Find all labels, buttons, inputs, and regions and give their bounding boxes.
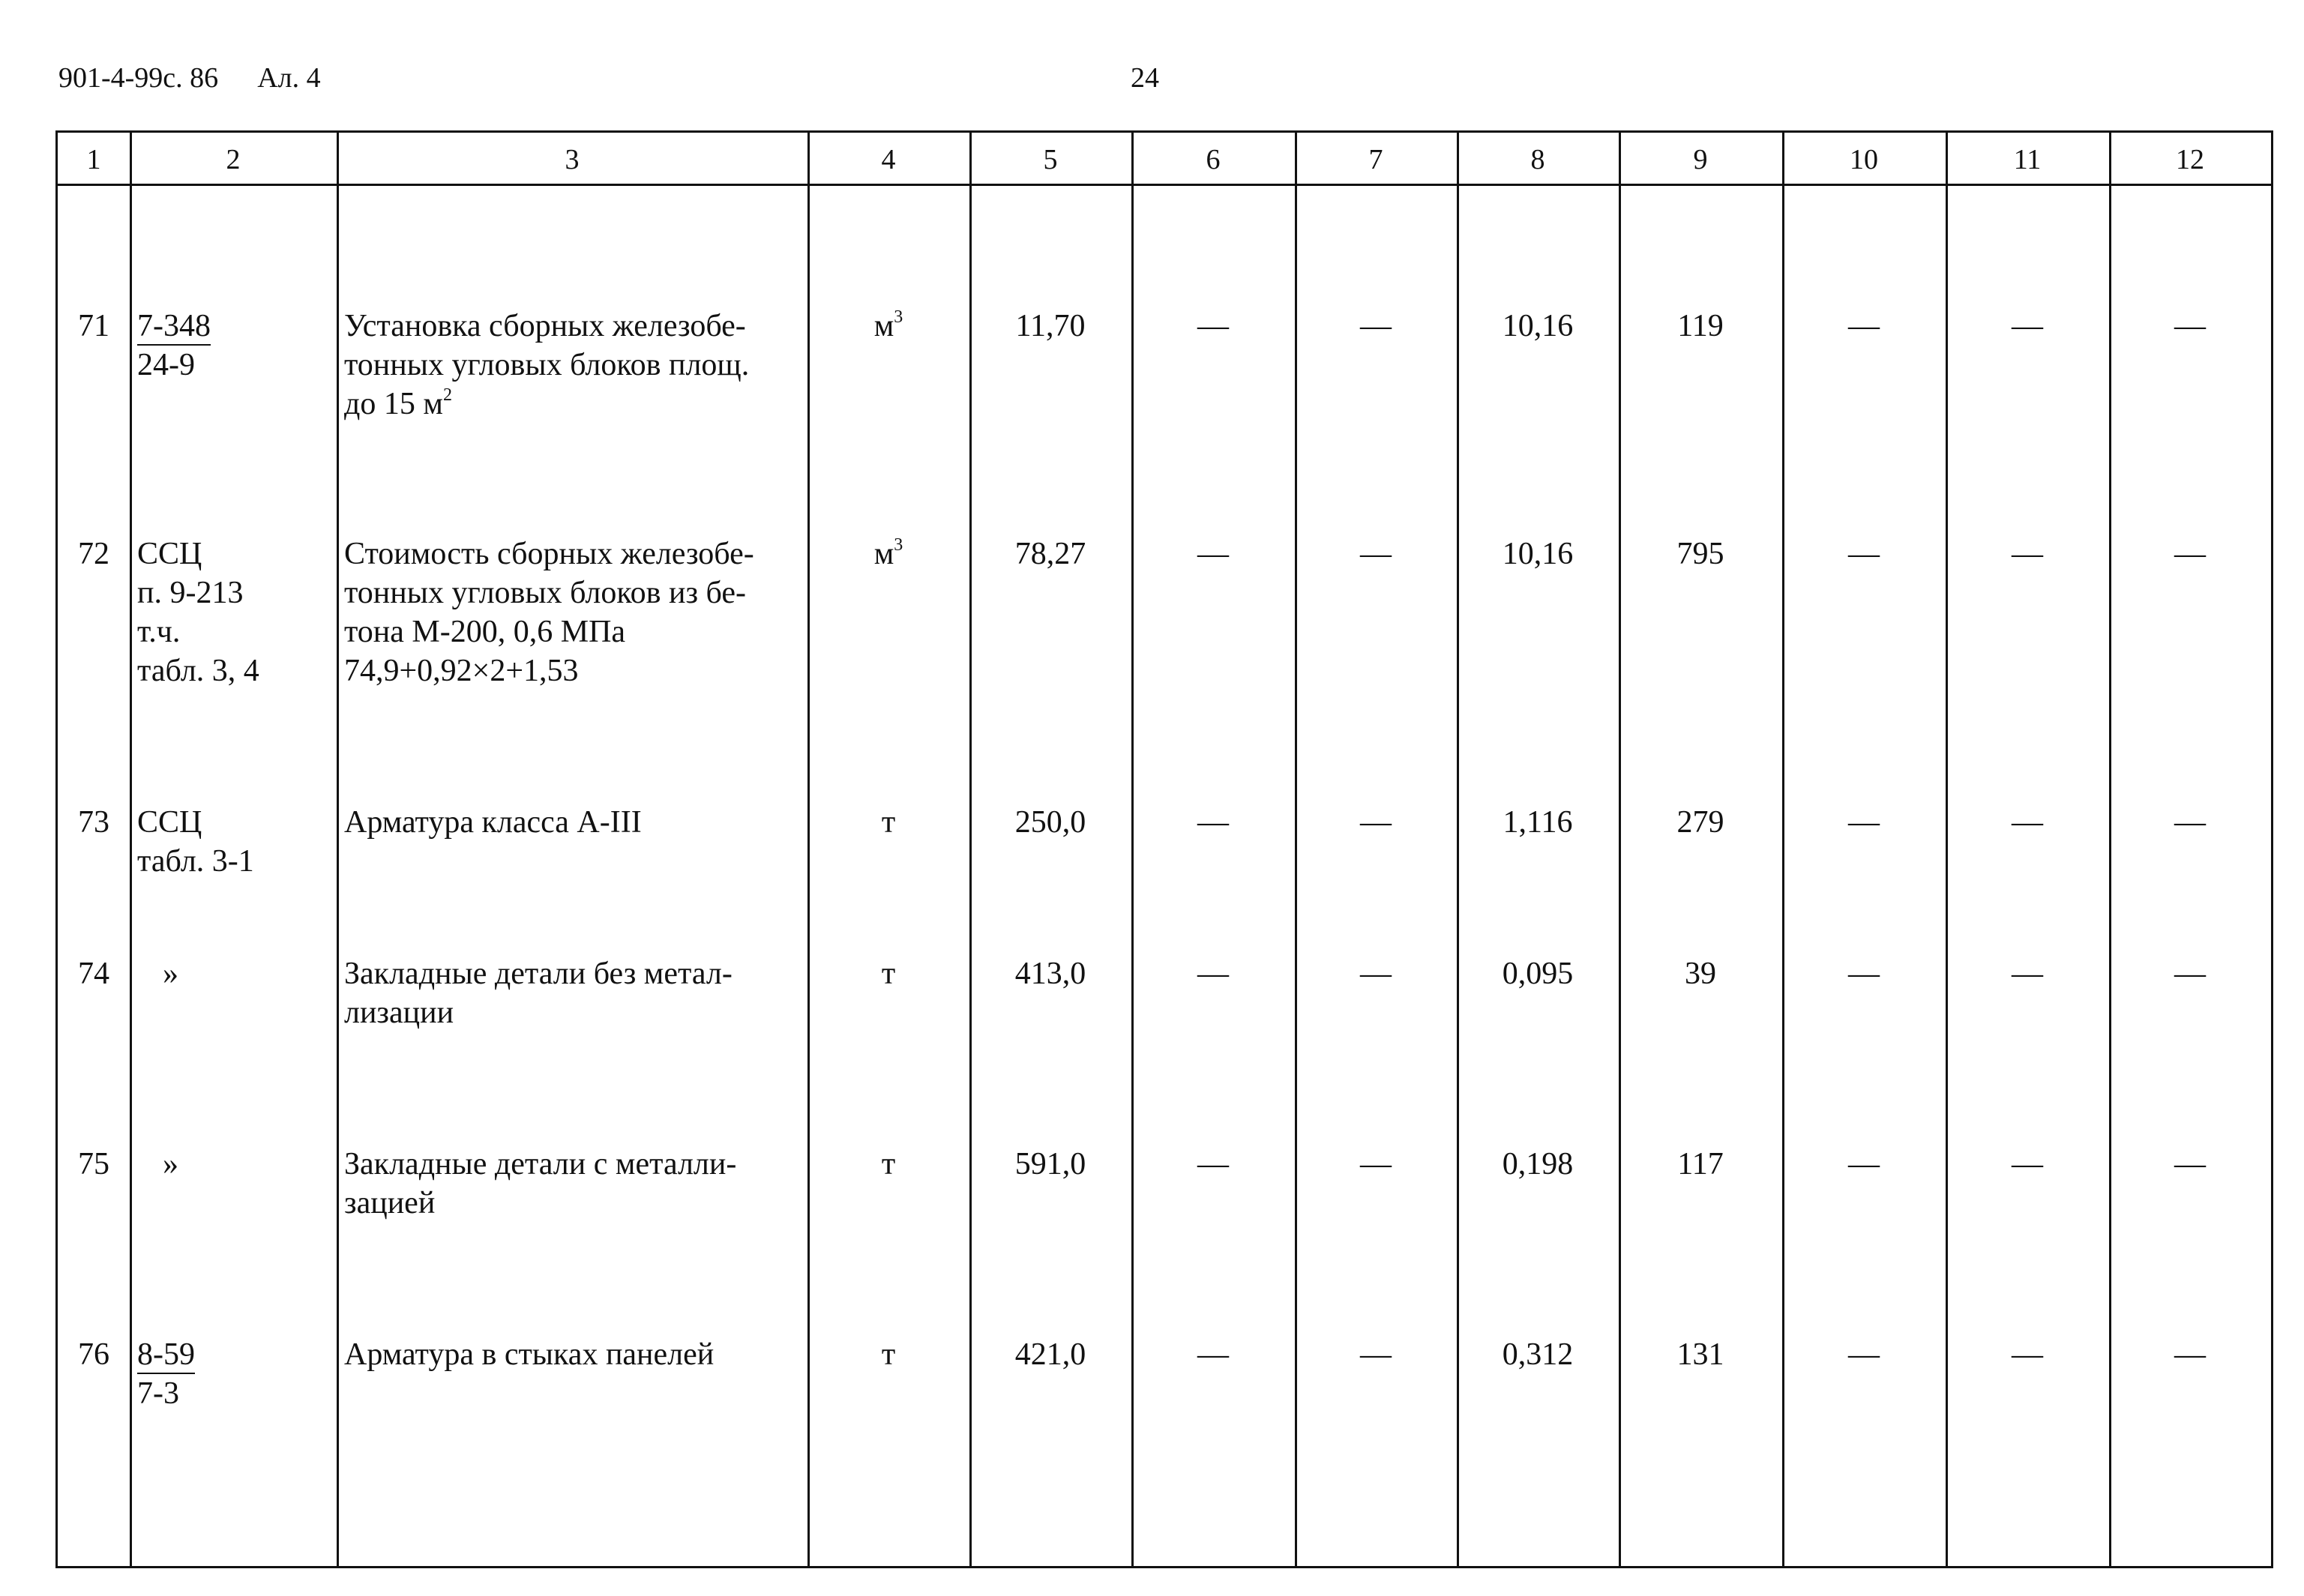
row-number: 76 xyxy=(78,1337,109,1372)
rate-reference-line: ССЦ xyxy=(137,537,202,571)
cell-col8: 0,095 xyxy=(1502,957,1574,991)
row-number: 74 xyxy=(78,957,109,991)
cell-col11: — xyxy=(2012,805,2043,840)
unit-of-measure: $м^3$ xyxy=(873,307,903,343)
cell-col8: 1,116 xyxy=(1503,805,1573,840)
column-number-row xyxy=(58,133,2271,186)
document-code-header xyxy=(58,61,321,94)
column-header-8: 8 xyxy=(1530,144,1545,175)
cell-col10: — xyxy=(1848,309,1880,343)
description-line: лизации xyxy=(344,996,454,1030)
description-line: 74,9+0,92×2+1,53 xyxy=(344,654,579,688)
rate-reference xyxy=(137,1335,195,1413)
cell-col9: 117 xyxy=(1677,1147,1724,1181)
cell-col7: — xyxy=(1360,1337,1392,1372)
column-header-7: 7 xyxy=(1368,144,1383,175)
unit-of-measure: т xyxy=(881,1337,896,1372)
ditto-mark: » xyxy=(163,957,178,991)
cell-col5: 78,27 xyxy=(1014,537,1086,571)
cell-col10: — xyxy=(1848,957,1880,991)
cell-col5: 11,70 xyxy=(1015,309,1086,343)
column-header-10: 10 xyxy=(1850,144,1878,175)
unit-of-measure: т xyxy=(881,957,896,991)
cell-col7: — xyxy=(1360,537,1392,571)
work-description xyxy=(344,803,642,842)
cell-col9: 279 xyxy=(1676,805,1724,840)
description-line: Установка сборных железобе- xyxy=(344,309,746,343)
column-header-3: 3 xyxy=(565,144,580,175)
column-header-5: 5 xyxy=(1043,144,1058,175)
cell-col11: — xyxy=(2012,1337,2043,1372)
cell-col5: 250,0 xyxy=(1014,805,1086,840)
cell-col12: — xyxy=(2174,957,2206,991)
cell-col8: 10,16 xyxy=(1502,309,1574,343)
rate-reference-line: табл. 3, 4 xyxy=(137,654,259,688)
cell-col9: 119 xyxy=(1677,309,1724,343)
cell-col12: — xyxy=(2174,1147,2206,1181)
cell-col5: 421,0 xyxy=(1014,1337,1086,1372)
column-divider xyxy=(337,133,339,1566)
rate-reference xyxy=(137,307,211,385)
column-header-12: 12 xyxy=(2176,144,2204,175)
cell-col10: — xyxy=(1848,1337,1880,1372)
cell-col11: — xyxy=(2012,309,2043,343)
rate-reference-line: табл. 3-1 xyxy=(137,844,254,879)
cell-col10: — xyxy=(1848,805,1880,840)
rate-reference xyxy=(137,534,259,690)
rate-reference-top: 8-59 xyxy=(137,1337,195,1374)
row-number: 73 xyxy=(78,805,109,840)
estimate-table xyxy=(55,130,2273,1568)
column-divider xyxy=(130,133,132,1566)
cell-col6: — xyxy=(1197,537,1229,571)
cell-col7: — xyxy=(1360,309,1392,343)
rate-reference-top: 7-348 xyxy=(137,308,211,346)
description-line: Арматура класса А-III xyxy=(344,805,642,840)
rate-reference-line: т.ч. xyxy=(137,615,181,649)
cell-col5: 413,0 xyxy=(1014,957,1086,991)
column-header-4: 4 xyxy=(881,144,896,175)
cell-col9: 795 xyxy=(1676,537,1724,571)
description-line: зацией xyxy=(344,1186,436,1220)
cell-col5: 591,0 xyxy=(1014,1147,1086,1181)
description-line: Закладные детали с металли- xyxy=(344,1147,737,1181)
page-number: 24 xyxy=(1131,62,1159,94)
row-number: 72 xyxy=(78,537,109,571)
column-header-11: 11 xyxy=(2013,144,2042,175)
cell-col12: — xyxy=(2174,1337,2206,1372)
cell-col11: — xyxy=(2012,957,2043,991)
cell-col6: — xyxy=(1197,957,1229,991)
unit-of-measure: т xyxy=(881,805,896,840)
unit-of-measure: т xyxy=(881,1147,896,1181)
ditto-mark: » xyxy=(163,1147,178,1181)
rate-reference-bottom: 24-9 xyxy=(137,348,195,382)
cell-col6: — xyxy=(1197,1147,1229,1181)
cell-col8: 0,312 xyxy=(1502,1337,1574,1372)
work-description xyxy=(344,954,733,1032)
cell-col12: — xyxy=(2174,537,2206,571)
cell-col10: — xyxy=(1848,1147,1880,1181)
column-header-2: 2 xyxy=(226,144,241,175)
work-description xyxy=(344,307,749,424)
row-number: 71 xyxy=(78,309,109,343)
work-description xyxy=(344,1145,736,1223)
rate-reference-bottom: 7-3 xyxy=(137,1376,179,1411)
cell-col12: — xyxy=(2174,309,2206,343)
cell-col7: — xyxy=(1360,805,1392,840)
description-line: Закладные детали без метал- xyxy=(344,957,733,991)
cell-col11: — xyxy=(2012,1147,2043,1181)
cell-col7: — xyxy=(1360,957,1392,991)
column-header-9: 9 xyxy=(1693,144,1708,175)
cell-col8: 0,198 xyxy=(1502,1147,1574,1181)
description-line: тонных угловых блоков из бе- xyxy=(344,576,746,610)
column-header-6: 6 xyxy=(1206,144,1221,175)
sheet-label: Ал. 4 xyxy=(257,62,321,94)
cell-col6: — xyxy=(1197,805,1229,840)
description-line: до 15 $м^2$ xyxy=(344,385,452,421)
rate-reference xyxy=(137,803,254,881)
description-line: Арматура в стыках панелей xyxy=(344,1337,715,1372)
cell-col9: 131 xyxy=(1676,1337,1724,1372)
cell-col6: — xyxy=(1197,1337,1229,1372)
column-header-1: 1 xyxy=(86,144,101,175)
document-code: 901-4-99с. 86 xyxy=(58,62,219,94)
unit-of-measure: $м^3$ xyxy=(873,535,903,571)
description-line: Стоимость сборных железобе- xyxy=(344,537,754,571)
cell-col7: — xyxy=(1360,1147,1392,1181)
cell-col11: — xyxy=(2012,537,2043,571)
work-description xyxy=(344,1335,714,1374)
cell-col10: — xyxy=(1848,537,1880,571)
cell-col8: 10,16 xyxy=(1502,537,1574,571)
description-line: тонных угловых блоков площ. xyxy=(344,348,750,382)
row-number: 75 xyxy=(78,1147,109,1181)
description-line: тона М-200, 0,6 МПа xyxy=(344,615,626,649)
work-description xyxy=(344,534,754,690)
rate-reference-line: п. 9-213 xyxy=(137,576,244,610)
cell-col9: 39 xyxy=(1685,957,1716,991)
cell-col12: — xyxy=(2174,805,2206,840)
rate-reference-line: ССЦ xyxy=(137,805,202,840)
cell-col6: — xyxy=(1197,309,1229,343)
